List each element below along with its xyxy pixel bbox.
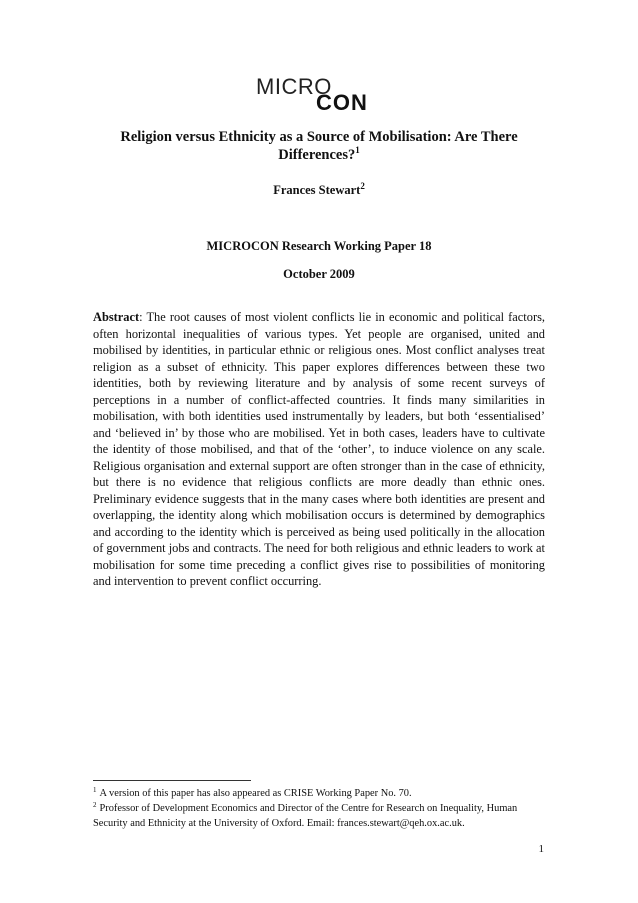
logo-top-text: MICRO (256, 74, 332, 99)
logo-bottom-text: CON (316, 90, 368, 115)
author-footnote-mark: 2 (360, 180, 365, 191)
footnote-1-text: A version of this paper has also appeared as CRISE Working Paper No. 70. (99, 788, 412, 799)
abstract-text: : The root causes of most violent conflicts lie in economic and political factors, often horizontal inequalities of various types. Yet people are organised, united and mobilised by identities, in particular ethnic or religious ones. Most conflict analyses treat religion as a subset of ethnicity. This paper explores differences between these two identities, both by reviewing literature and by analysis of some recent surveys of perceptions in a number of conflict-affected countries. It finds many similarities in mobilisation, with both identities used instrumentally by leaders, but both ‘essentialised’ and ‘believed in’ by those who are mobilised. Yet in both cases, leaders have to cultivate the identity of those mobilised, and that of the ‘other’, to induce violence on any scale. Religious organisation and external support are often stronger than in the case of ethnicity, but there is no evidence that religious conflicts are more deadly than ethnic ones. Preliminary evidence suggests that in the many cases where both identities are present and overlapping, the identity along which mobilisation occurs is determined by demographics and according to the identity which is perceived as being used politically in the allocation of government jobs and contracts. The need for both religious and ethnic leaders to work at mobilisation for some time preceding a conflict gives rise to possibilities of monitoring and intervention to prevent conflict occurring. (93, 310, 545, 588)
abstract-paragraph (93, 309, 545, 590)
working-paper-series: MICROCON Research Working Paper 18 (206, 239, 432, 253)
title-footnote-mark: 1 (355, 145, 360, 156)
footnote-divider (93, 780, 251, 781)
footnote-2 (93, 801, 545, 831)
publication-date: October 2009 (283, 267, 355, 281)
page-number: 1 (538, 843, 544, 855)
footnote-1-mark: 1 (93, 785, 97, 794)
footnotes (93, 786, 545, 831)
author-line (96, 180, 542, 198)
footnote-2-mark: 2 (93, 800, 97, 809)
author-name: Frances Stewart (273, 183, 361, 197)
footnote-1 (93, 786, 545, 801)
footnote-2-text: Professor of Development Economics and Director of the Centre for Research on Inequality, Human Security and Ethnicity at the University of Oxford. Email: frances.stewart@qeh.ox.ac.uk. (93, 803, 518, 829)
abstract-label: Abstract (93, 310, 140, 324)
microcon-logo (256, 76, 396, 116)
paper-title-text: Religion versus Ethnicity as a Source of Mobilisation: Are There Differences? (120, 129, 518, 163)
paper-title (96, 128, 542, 164)
